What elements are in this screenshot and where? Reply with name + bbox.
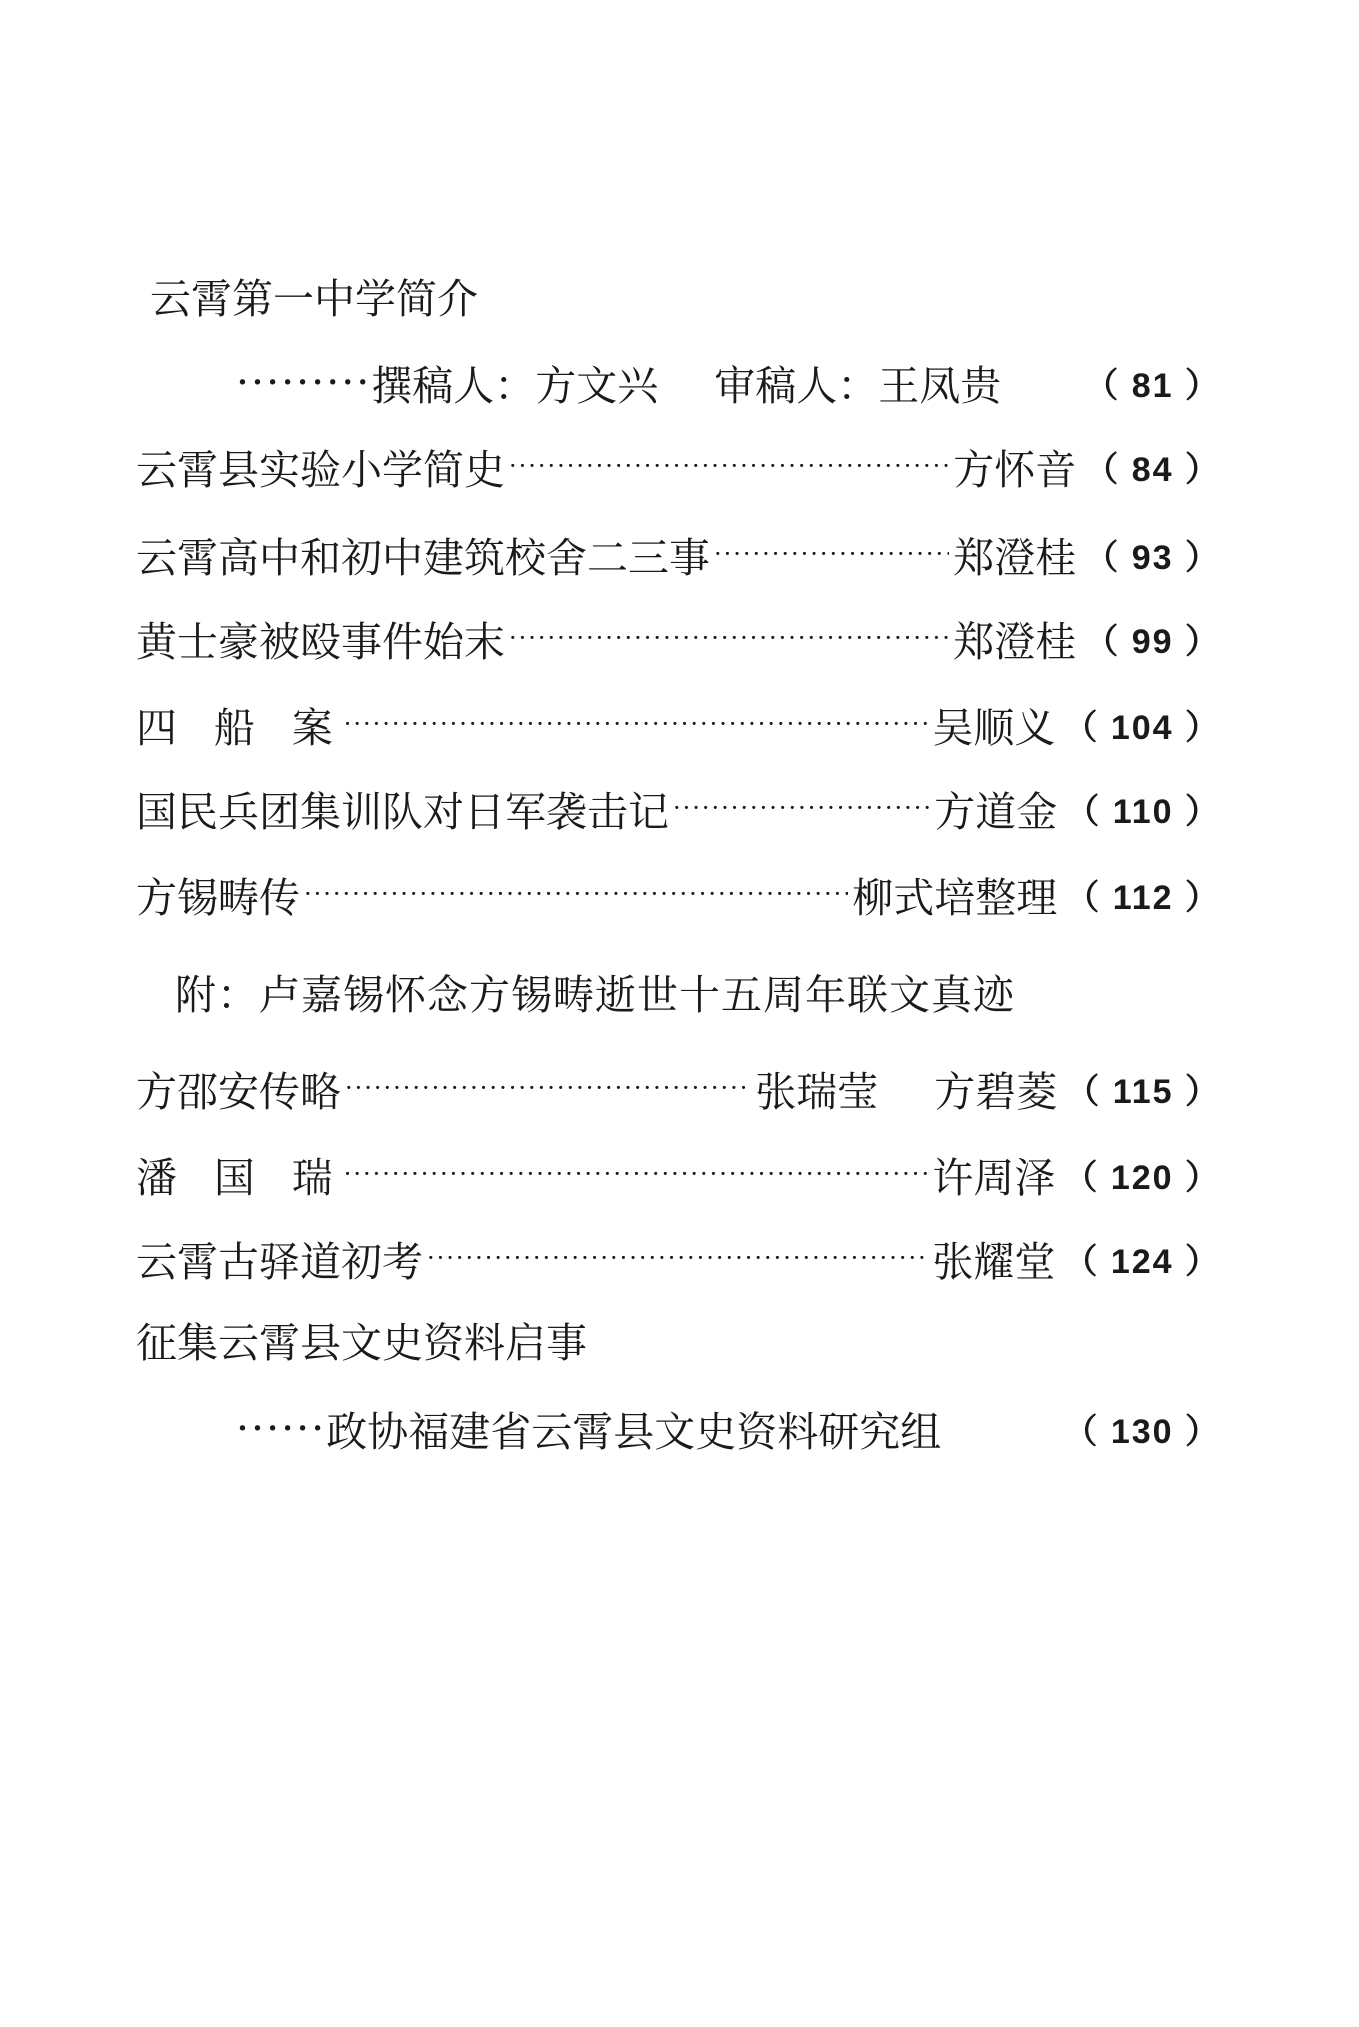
- toc-entry: [136, 436, 1221, 496]
- toc-page-number: （ 124 ）: [1063, 1242, 1221, 1281]
- toc-entry-title: 国民兵团集训队对日军袭击记: [136, 787, 669, 836]
- toc-appendix-note: 附：卢嘉锡怀念方锡畴逝世十五周年联文真迹: [175, 971, 1015, 1019]
- leader-dots: [427, 1251, 928, 1265]
- toc-entry-author: 张瑞莹: [755, 1067, 879, 1116]
- toc-entry: [136, 778, 1221, 838]
- leader-dots: [509, 631, 949, 645]
- toc-entry: [136, 864, 1221, 924]
- toc-entry-title: 云霄古驿道初考: [136, 1237, 423, 1286]
- toc-page-number: （ 110 ）: [1065, 792, 1221, 831]
- toc-entry-author: 郑澄桂: [953, 617, 1077, 666]
- toc-entry-author: 方怀音: [953, 445, 1077, 494]
- leader-dots: [714, 547, 949, 561]
- leader-dots: [509, 459, 949, 473]
- toc-page-number: （ 120 ）: [1063, 1158, 1221, 1197]
- toc-entry-reviewer: 审稿人：王凤贵: [714, 361, 1002, 410]
- leader-dots: [304, 887, 848, 901]
- toc-page-number: （ 115 ）: [1065, 1072, 1221, 1111]
- toc-entry-title: 黄士豪被殴事件始末: [136, 617, 505, 666]
- toc-entry-byline: [236, 352, 1221, 412]
- toc-entry: [136, 1058, 1221, 1118]
- toc-entry-title: 方锡畴传: [136, 873, 300, 922]
- leader-dots: [344, 717, 929, 731]
- leader-dots: ·········: [236, 358, 372, 406]
- toc-page-number: （ 99 ）: [1084, 622, 1221, 661]
- toc-entry-title: 云霄高中和初中建筑校舍二三事: [136, 533, 710, 582]
- toc-entry-author: 郑澄桂: [953, 533, 1077, 582]
- leader-dots: [673, 801, 930, 815]
- toc-entry-title: 潘国瑞: [136, 1153, 370, 1202]
- toc-entry-title: 方邵安传略: [136, 1067, 341, 1116]
- toc-page-number: （ 112 ）: [1065, 878, 1221, 917]
- toc-entry-byline: [236, 1398, 1221, 1458]
- toc-entry: [136, 608, 1221, 668]
- leader-dots: ······: [236, 1404, 327, 1452]
- toc-entry: [136, 1228, 1221, 1288]
- toc-page-number: （ 93 ）: [1084, 538, 1221, 577]
- toc-page-number: （ 130 ）: [1063, 1412, 1221, 1451]
- toc-entry-author: 方道金: [934, 787, 1058, 836]
- toc-entry-title: 云霄第一中学简介: [150, 275, 478, 323]
- toc-entry-author: 柳式培整理: [852, 873, 1058, 922]
- leader-dots: [345, 1081, 751, 1095]
- toc-entry-author: 方碧菱: [934, 1067, 1058, 1116]
- toc-entry-author: 张耀堂: [932, 1237, 1056, 1286]
- toc-entry-title: 四船案: [136, 703, 370, 752]
- toc-page-number: （ 81 ）: [1084, 366, 1221, 405]
- toc-entry: [136, 524, 1221, 584]
- toc-entry: [136, 1144, 1221, 1204]
- toc-page-number: （ 104 ）: [1063, 708, 1221, 747]
- toc-entry-drafter: 撰稿人：方文兴: [371, 361, 659, 410]
- toc-entry: [136, 694, 1221, 754]
- toc-entry-author: 许周泽: [932, 1153, 1056, 1202]
- toc-page-number: （ 84 ）: [1084, 450, 1221, 489]
- toc-entry-title: 云霄县实验小学简史: [136, 445, 505, 494]
- toc-entry-title: 征集云霄县文史资料启事: [136, 1319, 587, 1367]
- leader-dots: [344, 1167, 929, 1181]
- toc-entry-author: 吴顺义: [932, 703, 1056, 752]
- toc-entry-author: 政协福建省云霄县文史资料研究组: [326, 1407, 942, 1456]
